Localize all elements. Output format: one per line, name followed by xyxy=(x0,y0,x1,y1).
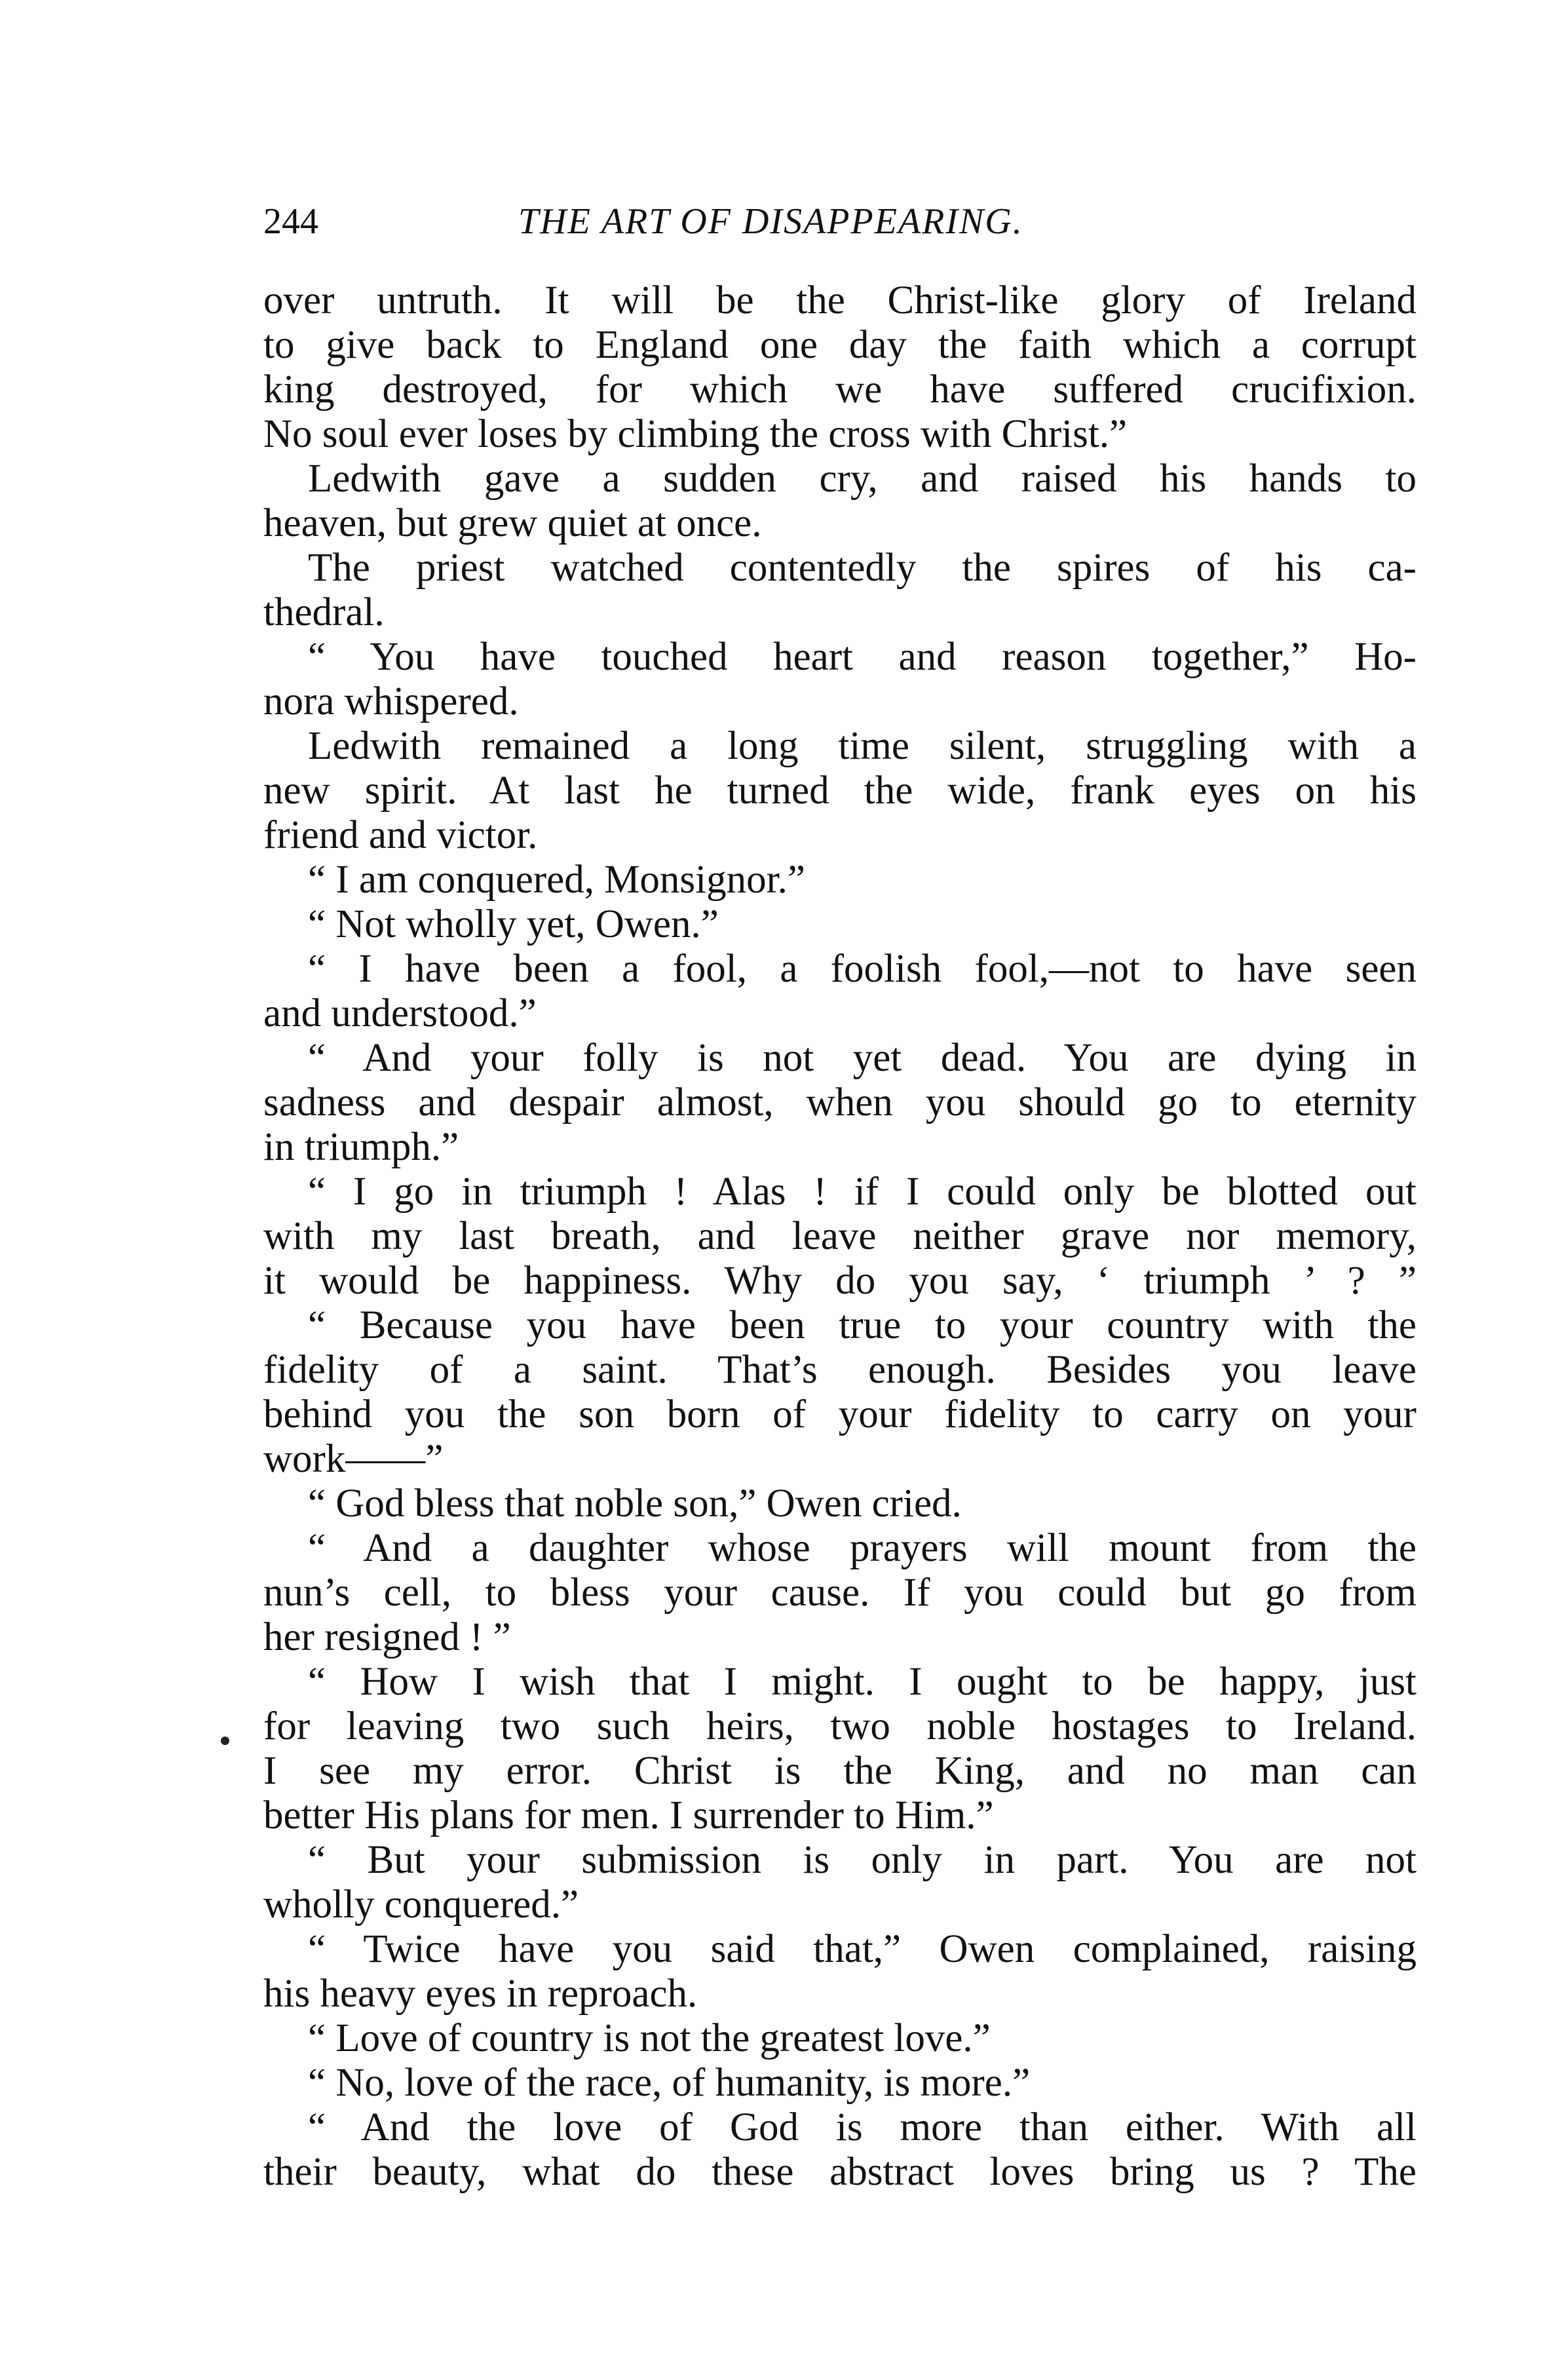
page-number: 244 xyxy=(263,201,318,242)
running-head xyxy=(263,195,1417,248)
text-line: and understood.” xyxy=(263,991,537,1035)
text-line: The priest watched contentedly the spires of his ca- xyxy=(308,546,1417,590)
margin-mark xyxy=(221,1737,229,1745)
text-line: behind you the son born of your fidelity to carry on your xyxy=(263,1392,1417,1436)
text-line: Ledwith gave a sudden cry, and raised his hands to xyxy=(308,457,1417,501)
text-line: nora whispered. xyxy=(263,680,519,723)
text-line: “ No, love of the race, of humanity, is more.” xyxy=(308,2061,1031,2105)
text-line: sadness and despair almost, when you should go to eternity xyxy=(263,1081,1417,1124)
text-line: their beauty, what do these abstract loves bring us ? The xyxy=(263,2150,1417,2194)
text-line: work——” xyxy=(263,1437,444,1481)
text-line: “ And your folly is not yet dead. You are dying in xyxy=(308,1036,1417,1080)
text-line: fidelity of a saint. That’s enough. Besides you leave xyxy=(263,1348,1417,1392)
text-line: with my last breath, and leave neither grave nor memory, xyxy=(263,1214,1417,1258)
text-line: king destroyed, for which we have suffered crucifixion. xyxy=(263,368,1417,412)
text-line: new spirit. At last he turned the wide, frank eyes on his xyxy=(263,769,1417,813)
text-line: “ I am conquered, Monsignor.” xyxy=(308,858,805,902)
text-line: to give back to England one day the faith which a corrupt xyxy=(263,323,1417,367)
text-line: No soul ever loses by climbing the cross with Christ.” xyxy=(263,412,1128,456)
text-line: Ledwith remained a long time silent, struggling with a xyxy=(308,724,1417,768)
text-line: “ But your submission is only in part. You are not xyxy=(308,1838,1417,1882)
text-line: thedral. xyxy=(263,590,385,634)
text-line: over untruth. It will be the Christ-like glory of Ireland xyxy=(263,278,1417,322)
text-line: “ I have been a fool, a foolish fool,—not to have seen xyxy=(308,947,1417,991)
text-line: wholly conquered.” xyxy=(263,1883,579,1927)
text-line: I see my error. Christ is the King, and no man can xyxy=(263,1749,1417,1793)
text-line: friend and victor. xyxy=(263,813,538,857)
text-line: “ Not wholly yet, Owen.” xyxy=(308,902,719,946)
running-title: THE ART OF DISAPPEARING. xyxy=(518,201,1023,242)
text-line: it would be happiness. Why do you say, ‘ triumph ’ ? ” xyxy=(263,1259,1417,1303)
text-line: “ How I wish that I might. I ought to be happy, just xyxy=(308,1660,1417,1704)
text-line: “ I go in triumph ! Alas ! if I could only be blotted out xyxy=(308,1170,1417,1214)
text-line: nun’s cell, to bless your cause. If you could but go from xyxy=(263,1571,1417,1615)
text-line: “ Love of country is not the greatest love.” xyxy=(308,2016,991,2060)
body-text xyxy=(263,278,1417,2195)
text-line: better His plans for men. I surrender to Him.” xyxy=(263,1794,994,1837)
text-line: “ And the love of God is more than either. With all xyxy=(308,2105,1417,2149)
text-line: for leaving two such heirs, two noble hostages to Ireland. xyxy=(263,1704,1417,1748)
text-line: heaven, but grew quiet at once. xyxy=(263,501,762,545)
text-line: “ And a daughter whose prayers will mount from the xyxy=(308,1526,1417,1570)
text-line: his heavy eyes in reproach. xyxy=(263,1972,698,2016)
text-line: in triumph.” xyxy=(263,1125,459,1169)
text-line: “ Twice have you said that,” Owen complained, raising xyxy=(308,1927,1417,1971)
text-line: “ God bless that noble son,” Owen cried. xyxy=(308,1482,962,1526)
text-line: “ You have touched heart and reason together,” Ho- xyxy=(308,635,1417,679)
text-line: her resigned ! ” xyxy=(263,1615,511,1659)
text-line: “ Because you have been true to your country with the xyxy=(308,1303,1417,1347)
